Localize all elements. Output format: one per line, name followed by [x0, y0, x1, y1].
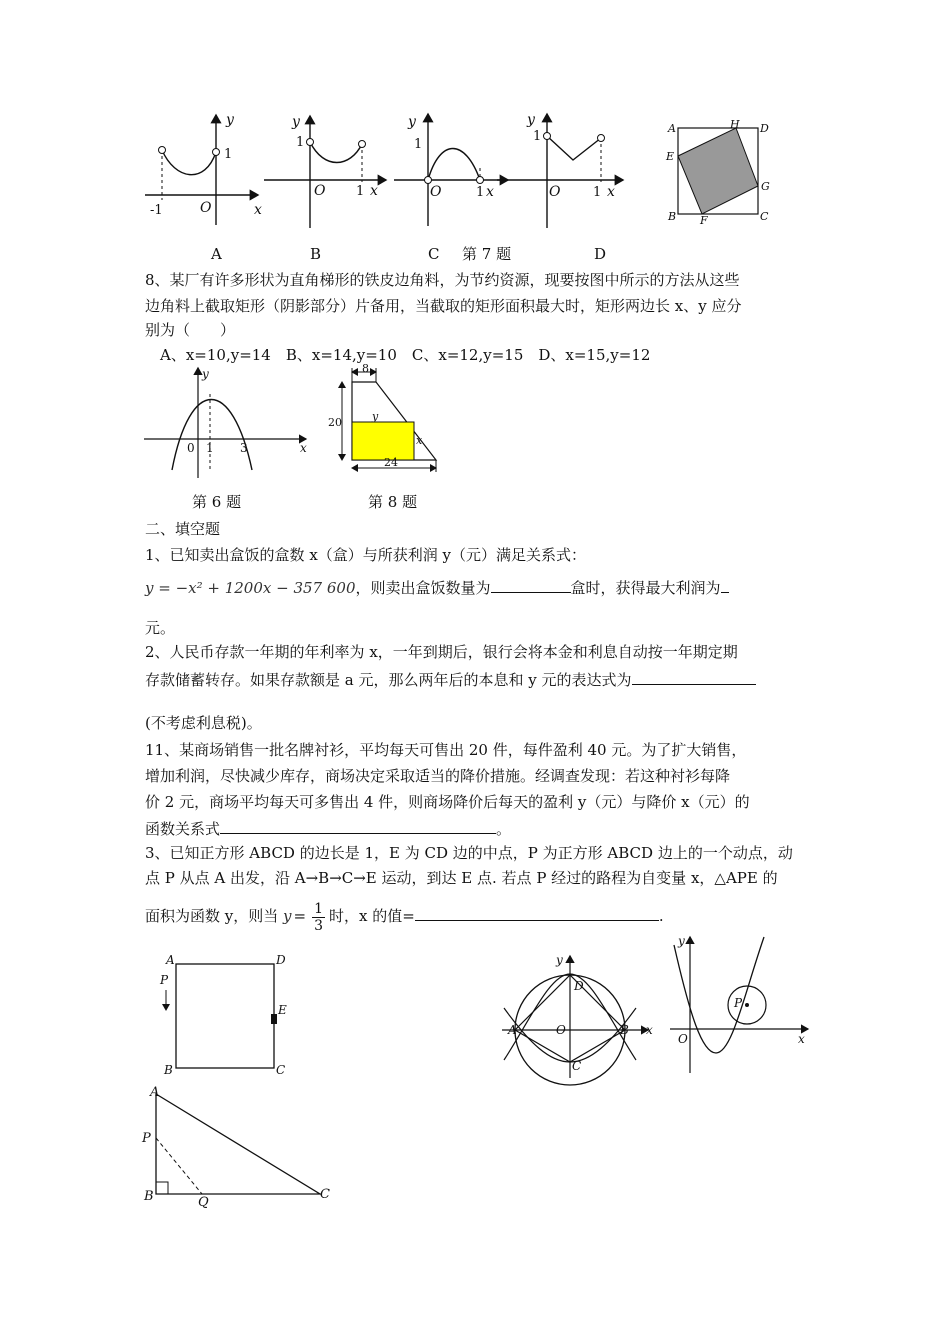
sq2-label-c: C: [276, 1063, 286, 1077]
para-label-y: y: [678, 934, 685, 948]
fill-q11-label: 函数关系式: [145, 820, 221, 838]
fill-q1-mid: ，则卖出盒饭数量为: [355, 579, 491, 597]
fig8-left-label: 20: [328, 416, 342, 429]
fill-q11-end: 。: [496, 820, 512, 838]
fig8-trapezoid: [328, 362, 452, 474]
fig6-tick-3: 3: [240, 441, 248, 455]
q7a-origin: O: [200, 200, 212, 216]
q7-option-a: A: [211, 245, 222, 263]
q7b-tick-y: 1: [296, 135, 305, 150]
q8-line3: 别为（ ）: [145, 321, 236, 339]
sq-label-g: G: [761, 180, 770, 193]
para-label-o: O: [678, 1032, 688, 1046]
caption-fig8: 第 8 题: [368, 493, 418, 511]
fill-q2-blank[interactable]: [632, 668, 756, 685]
q7c-tick-x: 1: [476, 185, 485, 200]
q7d-tick-x: 1: [593, 185, 602, 200]
fig-circle-parabolas: [500, 950, 660, 1080]
fill-q3-numerator: 1: [314, 900, 324, 917]
fill-q11-line1: 11、某商场销售一批名牌衬衫，平均每天可售出 20 件，每件盈利 40 元。为了扩大销售，: [145, 741, 747, 759]
circ-label-y: y: [556, 953, 563, 967]
sq-label-d: D: [760, 122, 769, 135]
fig8-x-label: x: [416, 434, 423, 447]
q7d-tick-y: 1: [533, 129, 542, 144]
q7b-y-label: y: [292, 114, 300, 130]
fill-q1-line1: 1、已知卖出盒饭的盒数 x（盒）与所获利润 y（元）满足关系式：: [145, 546, 587, 564]
circ-label-d: D: [574, 979, 584, 993]
section-title: 二、填空题: [145, 520, 221, 538]
q7a-tick-neg: -1: [150, 203, 163, 218]
q7d-y-label: y: [527, 112, 535, 128]
fill-q2-line2: [145, 668, 756, 690]
fill-q2-line3: (不考虑利息税)。: [145, 714, 262, 732]
q7-option-d: D: [594, 245, 607, 263]
fig6-tick-0: 0: [187, 441, 195, 455]
q7b-x-label: x: [370, 183, 378, 199]
circ-label-a: A: [508, 1023, 517, 1037]
circ-label-o: O: [556, 1023, 566, 1037]
fill-q1-blank1[interactable]: [491, 576, 571, 593]
fig-square-apbe: [156, 950, 296, 1080]
fill-q11-line2: 增加利润，尽快减少库存，商场决定采取适当的降价措施。经调查发现：若这种衬衫每降: [145, 767, 731, 785]
tri-label-b: B: [144, 1189, 154, 1204]
tri-label-q: Q: [198, 1195, 209, 1210]
fill-q3-text-b: 时，x 的值=: [329, 907, 415, 925]
q7-graph-d: [495, 110, 635, 230]
sq-label-c: C: [760, 210, 769, 223]
fill-q1-end: 元。: [145, 619, 176, 637]
sq2-label-e: E: [278, 1003, 287, 1017]
q7-graph-a: [140, 110, 270, 240]
fill-q3-denominator: 3: [314, 917, 324, 934]
q7-graph-b: [262, 110, 392, 230]
sq2-label-p: P: [160, 973, 169, 987]
fig-parabola-circle: [664, 935, 814, 1075]
fill-q3-eq: =: [293, 907, 307, 925]
fill-q3-blank[interactable]: [415, 904, 659, 921]
fill-q2-line1: 2、人民币存款一年期的年利率为 x，一年到期后，银行会将本金和利息自动按一年期定期: [145, 643, 738, 661]
fill-q1-line2: [145, 576, 729, 599]
caption-fig6: 第 6 题: [192, 493, 242, 511]
circ-label-x: x: [646, 1023, 653, 1037]
sq-label-e: E: [666, 150, 675, 163]
q7d-origin: O: [549, 184, 561, 200]
q7a-x-label: x: [254, 202, 262, 218]
q7c-x-label: x: [486, 184, 494, 200]
q7-option-b: B: [310, 245, 322, 263]
q7b-tick-x: 1: [356, 184, 365, 199]
fill-q11-blank[interactable]: [220, 817, 496, 834]
q8-options: A、x=10,y=14 B、x=14,y=10 C、x=12,y=15 D、x=15,y=12: [160, 346, 651, 364]
tri-label-p: P: [142, 1131, 151, 1146]
circ-label-c: C: [572, 1059, 582, 1073]
tri-label-c: C: [320, 1187, 330, 1202]
fill-q3-end: .: [658, 907, 664, 925]
circ-label-b: B: [620, 1023, 629, 1037]
fig6-tick-1: 1: [206, 441, 214, 455]
q7c-origin: O: [430, 184, 442, 200]
q7a-tick-y: 1: [224, 147, 233, 162]
fill-q1-formula: y = −x² + 1200x − 357 600: [145, 579, 356, 597]
sq-label-h: H: [730, 118, 740, 131]
sq2-label-a: A: [166, 953, 175, 967]
q7c-tick-y: 1: [414, 137, 423, 152]
q7-option-c: C: [428, 245, 440, 263]
sq-label-f: F: [700, 214, 708, 227]
fill-q1-blank2[interactable]: [721, 576, 729, 593]
sq-label-b: B: [668, 210, 677, 223]
sq2-label-b: B: [164, 1063, 173, 1077]
q7b-origin: O: [314, 183, 326, 199]
q7a-y-label: y: [226, 112, 234, 128]
tri-label-a: A: [150, 1085, 160, 1100]
fill-q3-text-a: 面积为函数 y，则当: [145, 907, 279, 925]
fig6-parabola: [140, 366, 315, 481]
q7d-x-label: x: [607, 184, 615, 200]
para-label-x: x: [798, 1032, 805, 1046]
q7-title: 第 7 题: [462, 245, 512, 263]
fill-q3-line2: 点 P 从点 A 出发，沿 A→B→C→E 运动，到达 E 点. 若点 P 经过的路程为自变量 x，△APE 的: [145, 869, 778, 887]
fig8-bottom-label: 24: [384, 456, 398, 469]
fill-q3-fraction: [312, 901, 325, 934]
fill-q11-line3: 价 2 元，商场平均每天可多售出 4 件，则商场降价后每天的盈利 y（元）与降价 x（元）的: [145, 793, 750, 811]
sq2-label-d: D: [276, 953, 286, 967]
q8-line1: 8、某厂有许多形状为直角梯形的铁皮边角料，为节约资源，现要按图中所示的方法从这些: [145, 271, 740, 289]
fig8-top-label: 8: [362, 362, 369, 375]
fig-right-triangle: [140, 1082, 340, 1212]
fig6-x-label: x: [300, 441, 307, 455]
fill-q3-y: y: [283, 907, 292, 925]
fill-q11-line4: [145, 817, 511, 839]
fill-q3-line1: 3、已知正方形 ABCD 的边长是 1，E 为 CD 边的中点，P 为正方形 ABCD 边上的一个动点，动: [145, 844, 793, 862]
q7c-y-label: y: [408, 114, 416, 130]
q8-line2: 边角料上截取矩形（阴影部分）片备用，当截取的矩形面积最大时，矩形两边长 x、y 应分: [145, 297, 742, 315]
fill-q2-text: 存款储蓄转存。如果存款额是 a 元，那么两年后的本息和 y 元的表达式为: [145, 671, 632, 689]
fig8-y-label: y: [372, 410, 379, 423]
fig6-y-label: y: [202, 367, 209, 381]
para-label-p: P: [734, 996, 743, 1010]
sq-label-a: A: [668, 122, 676, 135]
fill-q1-mid2: 盒时，获得最大利润为: [570, 579, 721, 597]
q7-square-figure: [664, 120, 774, 230]
fill-q3-line3: [145, 896, 664, 936]
